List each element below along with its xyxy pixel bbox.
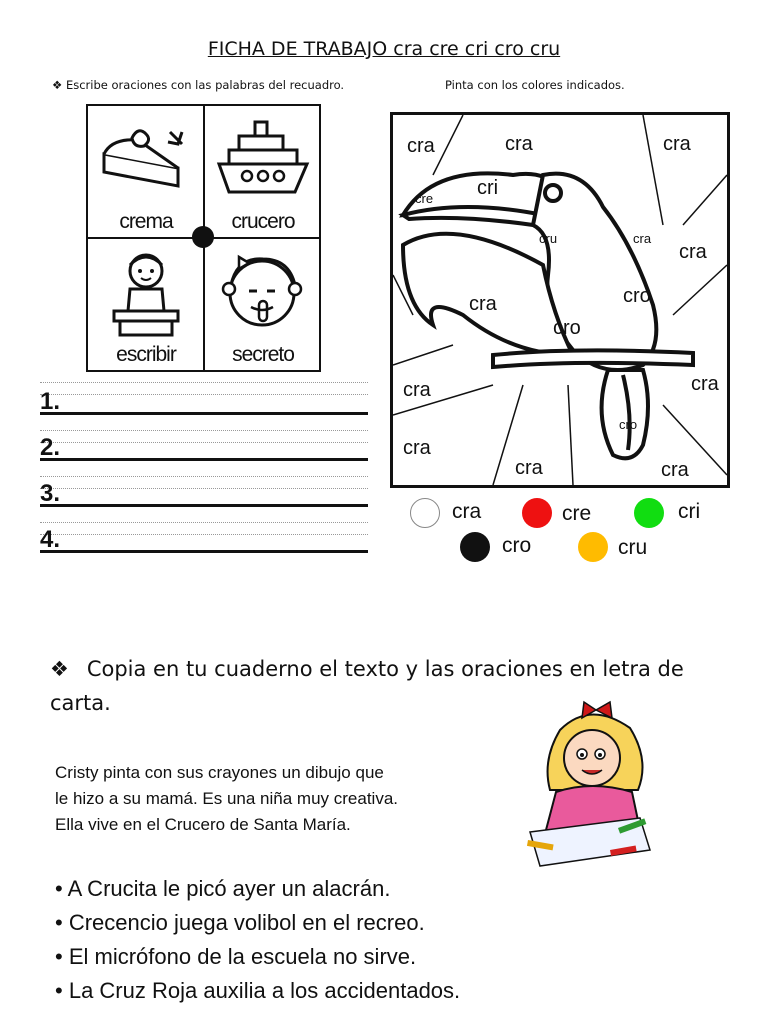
girl-writing-icon (106, 247, 186, 339)
instruction-paint: Pinta con los colores indicados. (445, 78, 625, 92)
legend-label: cra (452, 500, 482, 523)
syllable-region[interactable]: cra (661, 459, 689, 481)
syllable-region[interactable]: cra (469, 293, 497, 315)
word-label: crucero (231, 210, 295, 233)
paragraph-line: Cristy pinta con sus crayones un dibujo que (55, 763, 384, 782)
legend-label: cri (678, 500, 701, 523)
line-number: 2. (40, 434, 61, 461)
word-cell-crema (88, 106, 204, 238)
list-item: • El micrófono de la escuela no sirve. (55, 940, 575, 974)
word-cell-crucero (205, 106, 321, 238)
writing-line-3[interactable] (40, 504, 368, 507)
legend-dot (522, 498, 552, 528)
toucan-coloring-box (390, 112, 730, 488)
page-title: FICHA DE TRABAJO cra cre cri cro cru (207, 38, 561, 60)
syllable-region[interactable]: cra (663, 133, 691, 155)
line-number: 3. (40, 480, 61, 507)
word-cell-secreto (205, 239, 321, 371)
line-number: 4. (40, 526, 61, 553)
syllable-region[interactable]: cra (515, 457, 543, 479)
word-box (86, 104, 321, 372)
diamond-bullet-icon: ❖ (52, 78, 63, 92)
diamond-bullet-icon: ❖ (50, 657, 69, 681)
toucan-drawing (393, 115, 727, 485)
legend-dot (634, 498, 664, 528)
reading-paragraph (55, 760, 515, 838)
syllable-region[interactable]: cra (403, 437, 431, 459)
cruise-ship-icon (215, 118, 311, 198)
writing-line-2[interactable] (40, 458, 368, 461)
syllable-region[interactable]: cra (403, 379, 431, 401)
pie-slice-icon (98, 124, 194, 192)
list-item: • La Cruz Roja auxilia a los accidentados. (55, 974, 575, 1008)
line-number: 1. (40, 388, 61, 415)
list-item: • Crecencio juega volibol en el recreo. (55, 906, 575, 940)
syllable-region[interactable]: cra (505, 133, 533, 155)
paragraph-line: Ella vive en el Crucero de Santa María. (55, 815, 351, 834)
word-label: escribir (116, 343, 176, 366)
syllable-region[interactable]: cru (539, 231, 558, 246)
legend-dot (460, 532, 490, 562)
sentence-list (55, 872, 575, 1008)
paragraph-line: le hizo a su mamá. Es una niña muy creativa. (55, 789, 398, 808)
syllable-region[interactable]: cro (553, 317, 581, 339)
writing-line-4[interactable] (40, 550, 368, 553)
word-label: secreto (232, 343, 294, 366)
copy-instruction: ❖ Copia en tu cuaderno el texto y las oraciones en letra de carta. (50, 657, 684, 715)
legend-dot (410, 498, 440, 528)
word-cell-escribir (88, 239, 204, 371)
syllable-region[interactable]: cra (633, 231, 652, 246)
syllable-region[interactable]: cre (415, 191, 434, 206)
syllable-region[interactable]: cri (477, 177, 499, 199)
instruction-write: ❖ Escribe oraciones con las palabras del recuadro. (52, 78, 345, 92)
word-label: crema (119, 210, 173, 233)
writing-line-1[interactable] (40, 412, 368, 415)
syllable-region[interactable]: cra (691, 373, 719, 395)
legend-label: cru (618, 536, 648, 559)
syllable-region[interactable]: cra (679, 241, 707, 263)
legend-label: cro (502, 534, 532, 557)
legend-label: cre (562, 502, 592, 525)
legend-dot (578, 532, 608, 562)
syllable-region[interactable]: cro (619, 417, 638, 432)
girl-secret-icon (217, 249, 307, 335)
list-item: • A Crucita le picó ayer un alacrán. (55, 872, 575, 906)
girl-drawing-illustration (520, 700, 660, 870)
syllable-region[interactable]: cro (623, 285, 651, 307)
syllable-region[interactable]: cra (407, 135, 435, 157)
